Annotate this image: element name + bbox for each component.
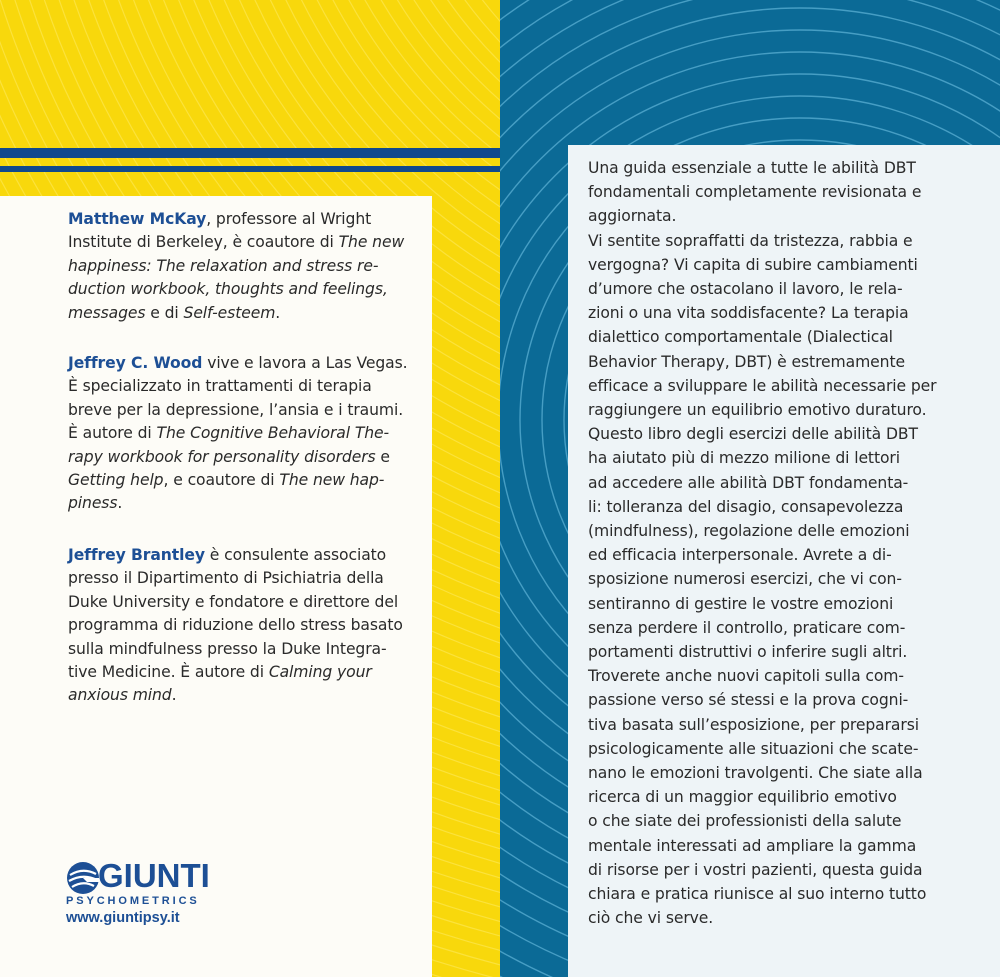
bio-line — [68, 231, 418, 254]
description-line: Una guida essenziale a tutte le abilità DBT — [588, 159, 916, 177]
book-title: happiness: The relaxation and stress re- — [68, 256, 379, 275]
book-description — [588, 156, 990, 931]
description-line: senza perdere il controllo, praticare com- — [588, 618, 906, 637]
book-title: messages — [68, 303, 146, 322]
bio-text: programma di riduzione dello stress basato — [68, 616, 403, 635]
description-line: fondamentali completamente revisionata e — [588, 183, 922, 202]
publisher-subtitle: PSYCHOMETRICS — [66, 895, 200, 907]
bio-text: . — [275, 303, 281, 322]
bio-text: Institute di Berkeley, è coautore di — [68, 233, 339, 252]
description-line: mentale interessati ad ampliare la gamma — [588, 836, 917, 855]
bio-line — [68, 255, 418, 278]
book-title: rapy workbook for personality disorders — [68, 447, 376, 466]
description-line: ed efficacia interpersonale. Avrete a di- — [588, 546, 892, 565]
book-title: duction workbook, thoughts and feelings, — [68, 280, 388, 299]
bio-line — [68, 208, 418, 231]
description-line: (mindfulness), regolazione delle emozioni — [588, 522, 910, 541]
description-line: ha aiutato più di mezzo milione di lettori — [588, 449, 900, 468]
description-line: d’umore che ostacolano il lavoro, le rela- — [588, 280, 903, 299]
bio-text: Duke University e fondatore e direttore del — [68, 592, 399, 611]
bio-text: È specializzato in trattamenti di terapia — [68, 377, 372, 396]
description-line: efficace a sviluppare le abilità necessarie per — [588, 376, 937, 395]
bio-text: , professore al Wright — [206, 210, 372, 228]
wave-line — [436, 0, 500, 124]
bio-line — [68, 544, 418, 567]
bio-line — [68, 638, 418, 661]
description-line: nano le emozioni travolgenti. Che siate alla — [588, 764, 923, 783]
navy-stripe-thin — [0, 166, 500, 172]
book-title: The new hap- — [279, 471, 385, 490]
book-title: Calming your — [268, 663, 372, 682]
bio-line — [68, 661, 418, 684]
publisher-url[interactable]: www.giuntipsy.it — [66, 910, 180, 926]
description-line: Vi sentite sopraffatti da tristezza, rabbia e — [588, 231, 913, 250]
bio-text: sulla mindfulness presso la Duke Integra- — [68, 639, 387, 658]
description-line: psicologicamente alle situazioni che scate- — [588, 739, 919, 758]
publisher-brand: GIUNTI — [98, 857, 210, 894]
bio-text: tive Medicine. È autore di — [68, 663, 269, 682]
bio-line — [68, 399, 418, 422]
wave-line — [478, 0, 500, 82]
wave-line — [422, 0, 500, 138]
book-title: The Cognitive Behavioral The- — [156, 424, 390, 443]
navy-stripe-thick — [0, 148, 500, 158]
author-name: Jeffrey Brantley — [68, 546, 205, 564]
description-line: passione verso sé stessi e la prova cogni- — [588, 691, 909, 710]
bio-text: . — [117, 494, 123, 513]
author-name: Matthew McKay — [68, 210, 207, 228]
bio-text: presso il Dipartimento di Psichiatria della — [68, 569, 384, 588]
bio-line — [68, 684, 418, 707]
publisher-logo — [66, 858, 236, 932]
author-bio-brantley — [68, 544, 418, 708]
description-line: sposizione numerosi esercizi, che vi con- — [588, 570, 902, 589]
wave-line — [352, 0, 500, 208]
description-line: li: tolleranza del disagio, consapevolezza — [588, 497, 904, 516]
description-line: di risorse per i vostri pazienti, questa guida — [588, 860, 923, 879]
bio-text: , e coautore di — [163, 471, 280, 490]
description-line: portamenti distruttivi o inferire sugli altri. — [588, 643, 908, 662]
bio-text: . — [171, 686, 177, 705]
author-name: Jeffrey C. Wood — [68, 354, 203, 372]
bio-text: e di — [145, 303, 184, 322]
bio-text: e — [375, 447, 390, 466]
author-bio-wood — [68, 352, 418, 516]
description-line: chiara e pratica riunisce al suo interno tutto — [588, 885, 927, 904]
giunti-globe-logo-icon — [66, 861, 100, 895]
bio-line — [68, 591, 418, 614]
bio-text: breve per la depressione, l’ansia e i traumi. — [68, 400, 404, 419]
description-line: Behavior Therapy, DBT) è estremamente — [588, 352, 905, 371]
book-title: piness — [68, 494, 118, 513]
description-line: zioni o una vita soddisfacente? La terapia — [588, 304, 909, 323]
bio-line — [68, 278, 418, 301]
description-line: aggiornata. — [588, 207, 677, 226]
description-line: ciò che vi serve. — [588, 909, 714, 928]
description-line: vergogna? Vi capita di subire cambiamenti — [588, 255, 918, 274]
bio-line — [68, 375, 418, 398]
bio-line — [68, 492, 418, 515]
wave-line — [366, 0, 500, 194]
bio-line — [68, 614, 418, 637]
description-line: ad accedere alle abilità DBT fondamenta- — [588, 473, 909, 492]
description-line: dialettico comportamentale (Dialectical — [588, 328, 893, 347]
book-title: Getting help — [68, 471, 164, 490]
bio-line — [68, 567, 418, 590]
author-bio-mckay — [68, 208, 418, 325]
bio-line — [68, 422, 418, 445]
bio-text: è consulente associato — [204, 546, 387, 564]
book-title: Self-esteem — [183, 303, 276, 322]
description-line: Troverete anche nuovi capitoli sulla com- — [588, 667, 904, 686]
bio-line — [68, 302, 418, 325]
description-line: o che siate dei professionisti della salute — [588, 812, 902, 831]
description-line: tiva basata sull’esposizione, per prepararsi — [588, 715, 919, 734]
description-line: raggiungere un equilibrio emotivo duraturo. — [588, 401, 927, 420]
description-line: Questo libro degli esercizi delle abilità DBT — [588, 425, 918, 444]
bio-line — [68, 446, 418, 469]
bio-line — [68, 352, 418, 375]
bio-line — [68, 469, 418, 492]
book-title: anxious mind — [68, 686, 172, 705]
description-line: ricerca di un maggior equilibrio emotivo — [588, 788, 897, 807]
book-title: The new — [338, 233, 405, 252]
description-line: sentiranno di gestire le vostre emozioni — [588, 594, 894, 613]
wave-line — [408, 0, 500, 152]
bio-text: vive e lavora a Las Vegas. — [202, 354, 408, 372]
bio-text: È autore di — [68, 424, 157, 443]
